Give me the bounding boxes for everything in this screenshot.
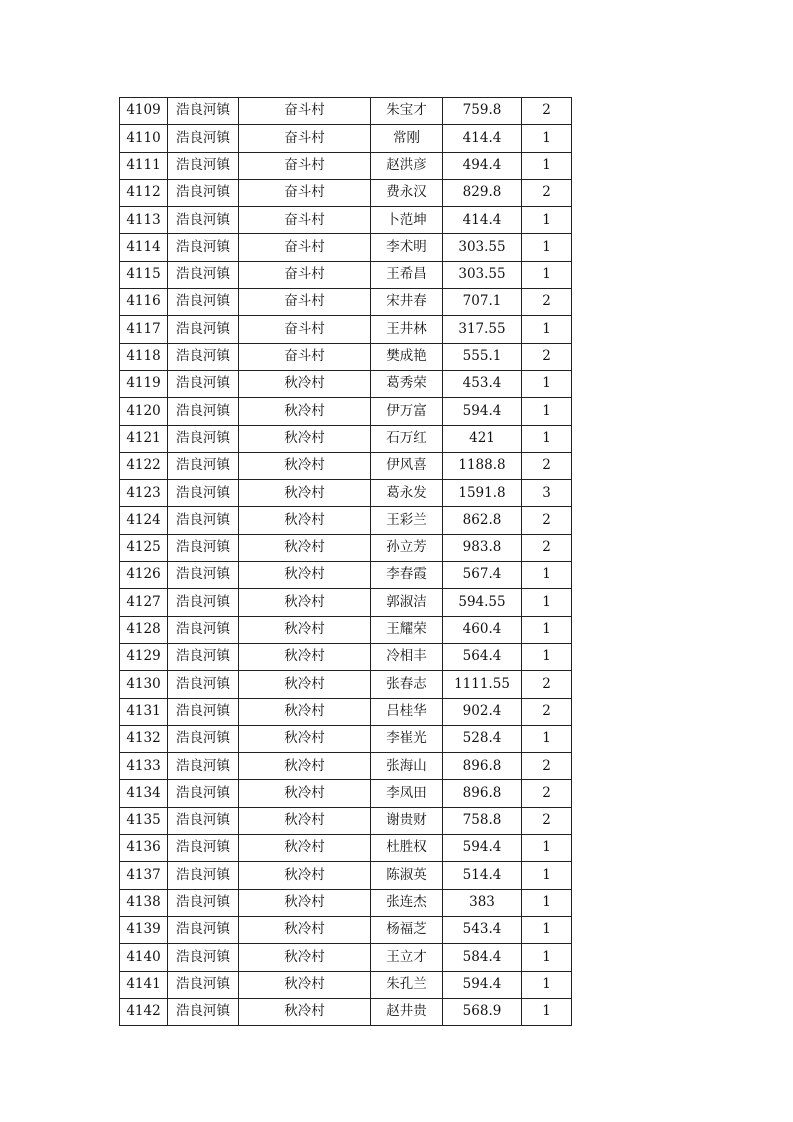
count-cell: 1 [522,562,572,589]
count-cell: 1 [522,234,572,261]
town-cell: 浩良河镇 [168,343,239,370]
table-row [120,944,572,971]
amount-cell: 983.8 [443,534,522,561]
village-cell: 秋冷村 [239,643,371,670]
town-cell: 浩良河镇 [168,534,239,561]
table-row [120,207,572,234]
town-cell: 浩良河镇 [168,125,239,152]
count-cell: 2 [522,534,572,561]
amount-cell: 707.1 [443,289,522,316]
table-row [120,289,572,316]
village-cell: 奋斗村 [239,179,371,206]
row-number-cell: 4116 [120,289,168,316]
village-cell: 秋冷村 [239,616,371,643]
village-cell: 秋冷村 [239,807,371,834]
amount-cell: 317.55 [443,316,522,343]
name-cell: 赵井贵 [371,998,443,1025]
data-table [119,97,572,1026]
amount-cell: 543.4 [443,916,522,943]
row-number-cell: 4118 [120,343,168,370]
amount-cell: 758.8 [443,807,522,834]
village-cell: 秋冷村 [239,862,371,889]
row-number-cell: 4142 [120,998,168,1025]
amount-cell: 594.4 [443,971,522,998]
name-cell: 王井林 [371,316,443,343]
name-cell: 赵洪彦 [371,152,443,179]
town-cell: 浩良河镇 [168,780,239,807]
town-cell: 浩良河镇 [168,862,239,889]
town-cell: 浩良河镇 [168,261,239,288]
amount-cell: 862.8 [443,507,522,534]
town-cell: 浩良河镇 [168,807,239,834]
row-number-cell: 4119 [120,370,168,397]
amount-cell: 567.4 [443,562,522,589]
count-cell: 1 [522,944,572,971]
table-row [120,725,572,752]
row-number-cell: 4123 [120,480,168,507]
table-row [120,562,572,589]
table-row [120,152,572,179]
town-cell: 浩良河镇 [168,671,239,698]
village-cell: 奋斗村 [239,316,371,343]
row-number-cell: 4128 [120,616,168,643]
count-cell: 2 [522,698,572,725]
row-number-cell: 4127 [120,589,168,616]
village-cell: 奋斗村 [239,234,371,261]
table-row [120,452,572,479]
village-cell: 秋冷村 [239,944,371,971]
table-row [120,889,572,916]
table-row [120,698,572,725]
name-cell: 常刚 [371,125,443,152]
town-cell: 浩良河镇 [168,916,239,943]
row-number-cell: 4134 [120,780,168,807]
village-cell: 奋斗村 [239,343,371,370]
count-cell: 1 [522,316,572,343]
village-cell: 秋冷村 [239,780,371,807]
village-cell: 秋冷村 [239,562,371,589]
village-cell: 秋冷村 [239,671,371,698]
count-cell: 1 [522,398,572,425]
name-cell: 李春霞 [371,562,443,589]
name-cell: 张春志 [371,671,443,698]
count-cell: 3 [522,480,572,507]
village-cell: 秋冷村 [239,398,371,425]
town-cell: 浩良河镇 [168,507,239,534]
table-body [120,98,572,1026]
town-cell: 浩良河镇 [168,289,239,316]
count-cell: 1 [522,425,572,452]
table-row [120,370,572,397]
town-cell: 浩良河镇 [168,562,239,589]
count-cell: 1 [522,207,572,234]
amount-cell: 1111.55 [443,671,522,698]
village-cell: 秋冷村 [239,698,371,725]
name-cell: 伊风喜 [371,452,443,479]
village-cell: 秋冷村 [239,916,371,943]
row-number-cell: 4138 [120,889,168,916]
town-cell: 浩良河镇 [168,889,239,916]
amount-cell: 594.4 [443,835,522,862]
count-cell: 2 [522,289,572,316]
town-cell: 浩良河镇 [168,944,239,971]
name-cell: 费永汉 [371,179,443,206]
table-row [120,753,572,780]
row-number-cell: 4139 [120,916,168,943]
name-cell: 朱孔兰 [371,971,443,998]
count-cell: 2 [522,452,572,479]
table-row [120,643,572,670]
row-number-cell: 4125 [120,534,168,561]
row-number-cell: 4131 [120,698,168,725]
count-cell: 1 [522,589,572,616]
name-cell: 王彩兰 [371,507,443,534]
village-cell: 奋斗村 [239,125,371,152]
town-cell: 浩良河镇 [168,698,239,725]
table-row [120,179,572,206]
row-number-cell: 4141 [120,971,168,998]
town-cell: 浩良河镇 [168,998,239,1025]
name-cell: 李术明 [371,234,443,261]
count-cell: 2 [522,807,572,834]
amount-cell: 594.55 [443,589,522,616]
row-number-cell: 4126 [120,562,168,589]
amount-cell: 568.9 [443,998,522,1025]
row-number-cell: 4120 [120,398,168,425]
name-cell: 冷相丰 [371,643,443,670]
row-number-cell: 4117 [120,316,168,343]
table-row [120,125,572,152]
town-cell: 浩良河镇 [168,452,239,479]
row-number-cell: 4137 [120,862,168,889]
row-number-cell: 4111 [120,152,168,179]
town-cell: 浩良河镇 [168,971,239,998]
town-cell: 浩良河镇 [168,234,239,261]
name-cell: 王希昌 [371,261,443,288]
amount-cell: 303.55 [443,261,522,288]
row-number-cell: 4135 [120,807,168,834]
village-cell: 秋冷村 [239,753,371,780]
count-cell: 2 [522,671,572,698]
table-row [120,234,572,261]
table-row [120,862,572,889]
table-row [120,507,572,534]
count-cell: 2 [522,343,572,370]
town-cell: 浩良河镇 [168,480,239,507]
amount-cell: 555.1 [443,343,522,370]
town-cell: 浩良河镇 [168,398,239,425]
village-cell: 奋斗村 [239,98,371,125]
name-cell: 李崔光 [371,725,443,752]
row-number-cell: 4133 [120,753,168,780]
count-cell: 1 [522,862,572,889]
town-cell: 浩良河镇 [168,835,239,862]
town-cell: 浩良河镇 [168,98,239,125]
row-number-cell: 4132 [120,725,168,752]
name-cell: 王立才 [371,944,443,971]
count-cell: 1 [522,616,572,643]
count-cell: 1 [522,916,572,943]
row-number-cell: 4114 [120,234,168,261]
amount-cell: 421 [443,425,522,452]
table-row [120,807,572,834]
amount-cell: 528.4 [443,725,522,752]
town-cell: 浩良河镇 [168,207,239,234]
amount-cell: 494.4 [443,152,522,179]
amount-cell: 414.4 [443,125,522,152]
amount-cell: 829.8 [443,179,522,206]
name-cell: 王耀荣 [371,616,443,643]
amount-cell: 383 [443,889,522,916]
count-cell: 2 [522,98,572,125]
row-number-cell: 4140 [120,944,168,971]
town-cell: 浩良河镇 [168,753,239,780]
table-row [120,261,572,288]
count-cell: 1 [522,971,572,998]
village-cell: 秋冷村 [239,589,371,616]
table-row [120,98,572,125]
row-number-cell: 4110 [120,125,168,152]
village-cell: 奋斗村 [239,207,371,234]
town-cell: 浩良河镇 [168,643,239,670]
village-cell: 秋冷村 [239,480,371,507]
name-cell: 孙立芳 [371,534,443,561]
table-row [120,616,572,643]
table-row [120,425,572,452]
count-cell: 1 [522,725,572,752]
table-row [120,398,572,425]
name-cell: 葛永发 [371,480,443,507]
table-row [120,780,572,807]
amount-cell: 303.55 [443,234,522,261]
count-cell: 1 [522,370,572,397]
amount-cell: 902.4 [443,698,522,725]
amount-cell: 453.4 [443,370,522,397]
name-cell: 郭淑洁 [371,589,443,616]
town-cell: 浩良河镇 [168,370,239,397]
name-cell: 伊万富 [371,398,443,425]
name-cell: 李凤田 [371,780,443,807]
town-cell: 浩良河镇 [168,152,239,179]
village-cell: 秋冷村 [239,835,371,862]
count-cell: 1 [522,643,572,670]
table-row [120,589,572,616]
row-number-cell: 4129 [120,643,168,670]
name-cell: 卜范坤 [371,207,443,234]
row-number-cell: 4136 [120,835,168,862]
count-cell: 2 [522,179,572,206]
name-cell: 宋井春 [371,289,443,316]
count-cell: 2 [522,507,572,534]
count-cell: 1 [522,889,572,916]
town-cell: 浩良河镇 [168,725,239,752]
row-number-cell: 4109 [120,98,168,125]
count-cell: 1 [522,152,572,179]
count-cell: 2 [522,780,572,807]
count-cell: 1 [522,835,572,862]
amount-cell: 759.8 [443,98,522,125]
table-row [120,998,572,1025]
village-cell: 奋斗村 [239,152,371,179]
name-cell: 谢贵财 [371,807,443,834]
name-cell: 吕桂华 [371,698,443,725]
name-cell: 陈淑英 [371,862,443,889]
count-cell: 1 [522,261,572,288]
name-cell: 朱宝才 [371,98,443,125]
amount-cell: 514.4 [443,862,522,889]
count-cell: 1 [522,125,572,152]
name-cell: 樊成艳 [371,343,443,370]
name-cell: 张海山 [371,753,443,780]
town-cell: 浩良河镇 [168,316,239,343]
village-cell: 奋斗村 [239,289,371,316]
amount-cell: 594.4 [443,398,522,425]
amount-cell: 896.8 [443,753,522,780]
table-row [120,916,572,943]
village-cell: 秋冷村 [239,889,371,916]
amount-cell: 896.8 [443,780,522,807]
village-cell: 秋冷村 [239,370,371,397]
town-cell: 浩良河镇 [168,616,239,643]
amount-cell: 414.4 [443,207,522,234]
name-cell: 葛秀荣 [371,370,443,397]
amount-cell: 1188.8 [443,452,522,479]
village-cell: 秋冷村 [239,534,371,561]
town-cell: 浩良河镇 [168,425,239,452]
amount-cell: 564.4 [443,643,522,670]
village-cell: 秋冷村 [239,452,371,479]
row-number-cell: 4122 [120,452,168,479]
count-cell: 1 [522,998,572,1025]
village-cell: 秋冷村 [239,725,371,752]
row-number-cell: 4112 [120,179,168,206]
village-cell: 秋冷村 [239,425,371,452]
table-row [120,835,572,862]
town-cell: 浩良河镇 [168,589,239,616]
row-number-cell: 4115 [120,261,168,288]
name-cell: 张连杰 [371,889,443,916]
table-row [120,343,572,370]
village-cell: 奋斗村 [239,261,371,288]
table-row [120,671,572,698]
count-cell: 2 [522,753,572,780]
row-number-cell: 4130 [120,671,168,698]
name-cell: 杨福芝 [371,916,443,943]
table-row [120,480,572,507]
table-row [120,971,572,998]
village-cell: 秋冷村 [239,507,371,534]
name-cell: 杜胜权 [371,835,443,862]
amount-cell: 460.4 [443,616,522,643]
row-number-cell: 4121 [120,425,168,452]
table-row [120,534,572,561]
table-row [120,316,572,343]
row-number-cell: 4113 [120,207,168,234]
town-cell: 浩良河镇 [168,179,239,206]
amount-cell: 584.4 [443,944,522,971]
row-number-cell: 4124 [120,507,168,534]
village-cell: 秋冷村 [239,998,371,1025]
village-cell: 秋冷村 [239,971,371,998]
name-cell: 石万红 [371,425,443,452]
amount-cell: 1591.8 [443,480,522,507]
